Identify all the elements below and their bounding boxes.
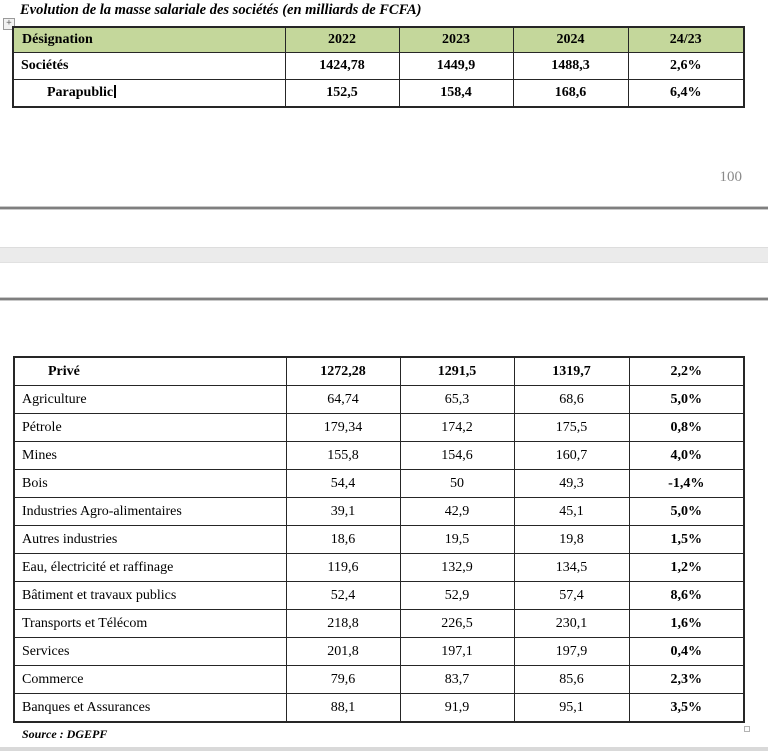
value-cell[interactable]: 3,5% [629, 694, 744, 723]
value-cell[interactable]: 8,6% [629, 582, 744, 610]
value-cell[interactable]: 132,9 [400, 554, 514, 582]
value-cell[interactable]: 2,6% [628, 53, 744, 80]
row-label: Banques et Assurances [22, 699, 151, 715]
table-row [14, 666, 744, 694]
value-cell[interactable]: 79,6 [286, 666, 400, 694]
table-row [13, 80, 744, 108]
table-row [14, 610, 744, 638]
value-cell[interactable]: 6,4% [628, 80, 744, 108]
value-cell[interactable]: 197,1 [400, 638, 514, 666]
value-cell[interactable]: 19,5 [400, 526, 514, 554]
row-label: Pétrole [22, 419, 62, 435]
value-cell[interactable]: 5,0% [629, 498, 744, 526]
row-label-cell[interactable] [14, 638, 286, 666]
row-label: Transports et Télécom [22, 615, 148, 631]
value-cell[interactable]: 68,6 [514, 386, 629, 414]
value-cell[interactable]: 134,5 [514, 554, 629, 582]
value-cell[interactable]: 49,3 [514, 470, 629, 498]
value-cell[interactable]: 1,5% [629, 526, 744, 554]
row-label-cell[interactable] [14, 582, 286, 610]
value-cell[interactable]: 54,4 [286, 470, 400, 498]
window-bottom-strip [0, 747, 768, 751]
value-cell[interactable]: 88,1 [286, 694, 400, 723]
value-cell[interactable]: 50 [400, 470, 514, 498]
table-resize-handle[interactable] [744, 726, 750, 732]
salary-table-top [12, 26, 745, 108]
column-header[interactable]: 2022 [285, 27, 399, 53]
value-cell[interactable]: 57,4 [514, 582, 629, 610]
value-cell[interactable]: 1424,78 [285, 53, 399, 80]
value-cell[interactable]: 1319,7 [514, 357, 629, 386]
value-cell[interactable]: 158,4 [399, 80, 513, 108]
salary-table-header [13, 27, 744, 53]
value-cell[interactable]: 218,8 [286, 610, 400, 638]
text-cursor [114, 85, 116, 98]
value-cell[interactable]: 52,4 [286, 582, 400, 610]
value-cell[interactable]: 175,5 [514, 414, 629, 442]
table-row [14, 694, 744, 723]
row-label: Mines [22, 447, 57, 463]
value-cell[interactable]: 0,4% [629, 638, 744, 666]
value-cell[interactable]: 83,7 [400, 666, 514, 694]
value-cell[interactable]: -1,4% [629, 470, 744, 498]
value-cell[interactable]: 1,2% [629, 554, 744, 582]
table-row [14, 357, 744, 386]
row-label-cell[interactable] [14, 610, 286, 638]
column-header[interactable]: 24/23 [628, 27, 744, 53]
value-cell[interactable]: 45,1 [514, 498, 629, 526]
row-label-cell[interactable] [14, 357, 286, 386]
value-cell[interactable]: 1272,28 [286, 357, 400, 386]
value-cell[interactable]: 0,8% [629, 414, 744, 442]
page2-top-edge [0, 297, 768, 301]
row-label: Eau, électricité et raffinage [22, 559, 174, 575]
value-cell[interactable]: 201,8 [286, 638, 400, 666]
table-row [14, 386, 744, 414]
header-row [13, 27, 744, 53]
value-cell[interactable]: 119,6 [286, 554, 400, 582]
table-row [14, 470, 744, 498]
row-label-cell[interactable] [14, 526, 286, 554]
value-cell[interactable]: 4,0% [629, 442, 744, 470]
row-label-cell[interactable] [14, 498, 286, 526]
value-cell[interactable]: 91,9 [400, 694, 514, 723]
value-cell[interactable]: 168,6 [513, 80, 628, 108]
value-cell[interactable]: 1449,9 [399, 53, 513, 80]
table-row [14, 414, 744, 442]
salary-table-top-body [13, 53, 744, 108]
table-row [14, 582, 744, 610]
value-cell[interactable]: 1291,5 [400, 357, 514, 386]
row-label: Parapublic [47, 85, 114, 100]
row-label: Autres industries [22, 531, 118, 547]
value-cell[interactable]: 19,8 [514, 526, 629, 554]
table-row [14, 638, 744, 666]
value-cell[interactable]: 65,3 [400, 386, 514, 414]
row-label: Services [22, 643, 70, 659]
value-cell[interactable]: 18,6 [286, 526, 400, 554]
salary-table-continued [13, 356, 745, 723]
row-label-cell[interactable] [13, 53, 285, 80]
value-cell[interactable]: 1,6% [629, 610, 744, 638]
table-row [14, 498, 744, 526]
value-cell[interactable]: 1488,3 [513, 53, 628, 80]
row-label: Commerce [22, 671, 84, 687]
value-cell[interactable]: 174,2 [400, 414, 514, 442]
value-cell[interactable]: 52,9 [400, 582, 514, 610]
salary-table-continued-body [14, 357, 744, 722]
row-label-cell[interactable] [14, 666, 286, 694]
row-label-cell[interactable] [14, 442, 286, 470]
column-header[interactable]: 2023 [399, 27, 513, 53]
table-row [14, 526, 744, 554]
value-cell[interactable]: 152,5 [285, 80, 399, 108]
value-cell[interactable]: 39,1 [286, 498, 400, 526]
row-label-cell[interactable] [14, 386, 286, 414]
value-cell[interactable]: 160,7 [514, 442, 629, 470]
value-cell[interactable]: 197,9 [514, 638, 629, 666]
table-row [14, 442, 744, 470]
value-cell[interactable]: 2,2% [629, 357, 744, 386]
row-label-cell[interactable] [14, 470, 286, 498]
row-label-cell[interactable] [13, 80, 285, 108]
row-label-cell[interactable] [14, 554, 286, 582]
row-label-cell[interactable] [14, 694, 286, 723]
value-cell[interactable]: 64,74 [286, 386, 400, 414]
row-label: Bâtiment et travaux publics [22, 587, 177, 603]
table-row [13, 53, 744, 80]
column-header[interactable]: 2024 [513, 27, 628, 53]
value-cell[interactable]: 179,34 [286, 414, 400, 442]
row-label: Agriculture [22, 391, 87, 407]
table-move-handle-icon[interactable]: + [3, 18, 15, 30]
row-label: Privé [48, 363, 80, 379]
page-gap-band [0, 247, 768, 263]
value-cell[interactable]: 230,1 [514, 610, 629, 638]
row-label-cell[interactable] [14, 414, 286, 442]
row-label: Sociétés [21, 58, 69, 73]
source-note[interactable]: Source : DGEPF [22, 727, 108, 741]
value-cell[interactable]: 85,6 [514, 666, 629, 694]
value-cell[interactable]: 155,8 [286, 442, 400, 470]
row-label: Bois [22, 475, 48, 491]
row-label: Industries Agro-alimentaires [22, 503, 182, 519]
value-cell[interactable]: 154,6 [400, 442, 514, 470]
doc-title[interactable]: Evolution de la masse salariale des sociétés (en milliards de FCFA) [20, 2, 422, 18]
column-header[interactable]: Désignation [13, 27, 285, 53]
value-cell[interactable]: 2,3% [629, 666, 744, 694]
value-cell[interactable]: 5,0% [629, 386, 744, 414]
value-cell[interactable]: 42,9 [400, 498, 514, 526]
value-cell[interactable]: 226,5 [400, 610, 514, 638]
value-cell[interactable]: 95,1 [514, 694, 629, 723]
page1-bottom-edge [0, 206, 768, 210]
table-row [14, 554, 744, 582]
page-number: 100 [719, 169, 742, 185]
